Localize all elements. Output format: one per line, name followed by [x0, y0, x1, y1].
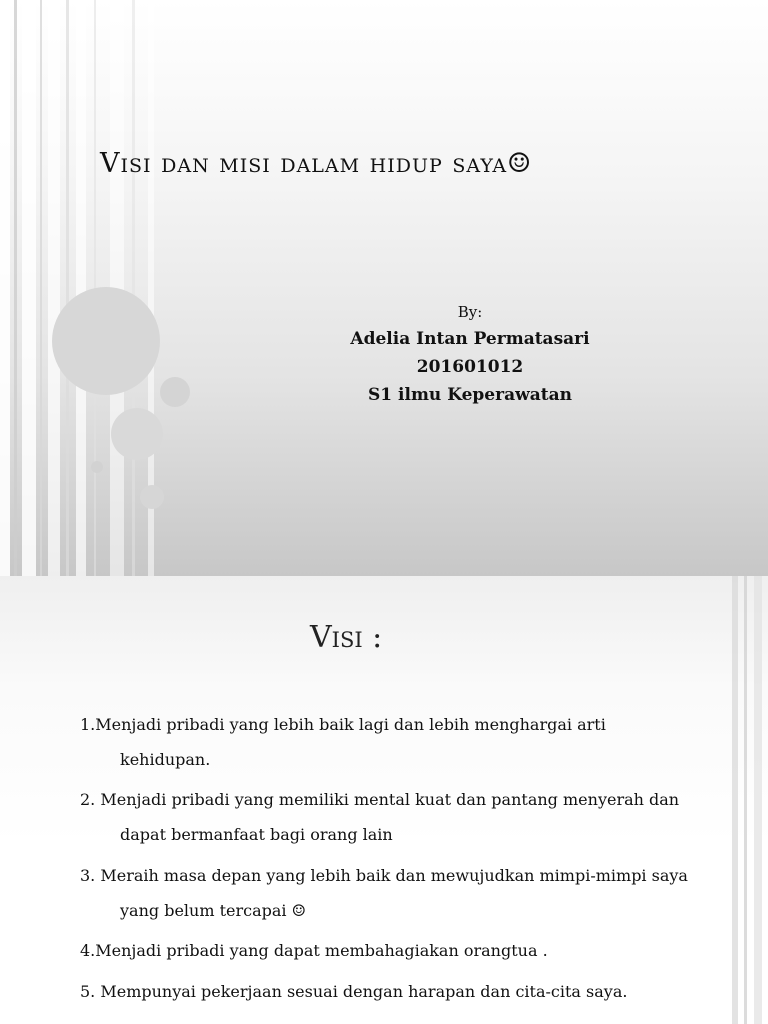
decorative-stripe	[48, 0, 60, 576]
student-id: 201601012	[416, 357, 524, 377]
list-item: 3. Meraih masa depan yang lebih baik dan mewujudkan mimpi-mimpi saya	[80, 866, 688, 885]
decorative-stripe	[22, 0, 36, 576]
study-program: S1 ilmu Keperawatan	[368, 385, 572, 405]
decorative-stripe	[76, 0, 86, 576]
by-label: By:	[457, 303, 483, 321]
author-name: Adelia Intan Permatasari	[350, 329, 590, 349]
list-item: 5. Mempunyai pekerjaan sesuai dengan harapan dan cita-cita saya.	[80, 982, 628, 1001]
list-item-continuation: dapat bermanfaat bagi orang lain	[120, 825, 393, 844]
list-item-continuation: yang belum tercapai ☺	[120, 901, 306, 920]
decorative-stripe	[40, 0, 42, 576]
slide-title: Visi :	[310, 620, 383, 655]
decorative-stripe	[14, 0, 17, 576]
decorative-stripe	[0, 0, 10, 576]
decorative-circle	[140, 485, 164, 509]
decorative-stripe	[132, 0, 135, 576]
list-item: 2. Menjadi pribadi yang memiliki mental kuat dan pantang menyerah dan	[80, 790, 680, 809]
list-item: 1.Menjadi pribadi yang lebih baik lagi dan lebih menghargai arti	[80, 715, 606, 734]
decorative-circle	[52, 287, 160, 395]
decorative-circle	[111, 408, 163, 460]
visi-slide	[0, 576, 768, 1024]
list-item: 4.Menjadi pribadi yang dapat membahagiakan orangtua .	[80, 941, 548, 960]
decorative-stripe	[66, 0, 69, 576]
decorative-circle	[160, 377, 190, 407]
decorative-circle	[91, 461, 103, 473]
slide-title: Visi dan misi dalam hidup saya☺	[100, 148, 533, 179]
list-item-continuation: kehidupan.	[120, 750, 211, 769]
